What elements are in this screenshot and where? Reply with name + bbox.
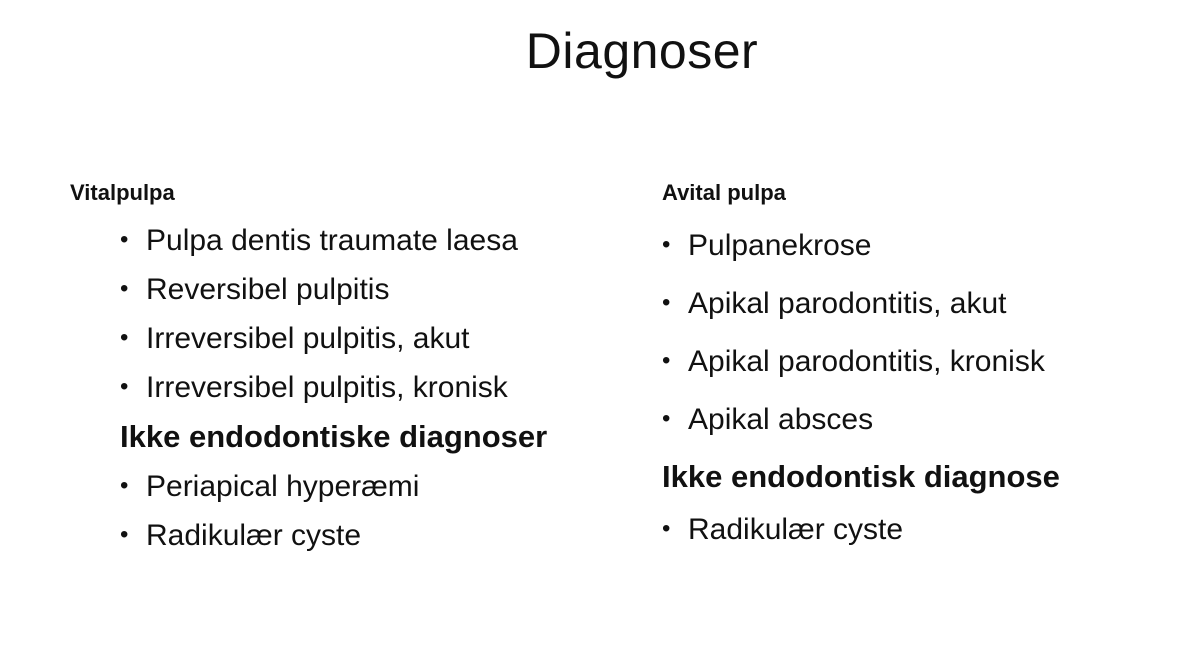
bullet-icon: • <box>662 231 671 258</box>
bullet-icon: • <box>120 373 129 400</box>
list-item-text: Apikal absces <box>688 403 874 436</box>
slide-title: Diagnoser <box>525 23 759 79</box>
bullet-icon: • <box>120 226 129 253</box>
list-item-text: Irreversibel pulpitis, akut <box>146 322 470 355</box>
list-item-text: Pulpa dentis traumate laesa <box>146 224 518 257</box>
vitalpulpa-heading: Vitalpulpa <box>70 180 175 205</box>
bullet-icon: • <box>662 289 671 316</box>
list-item <box>120 314 610 363</box>
vitalpulpa-column <box>70 178 610 560</box>
list-item-text: Apikal parodontitis, akut <box>688 287 1007 320</box>
list-item-text: Reversibel pulpitis <box>146 273 390 306</box>
avital-pulpa-column <box>662 178 1182 557</box>
list-item <box>120 216 610 265</box>
list-item <box>120 462 610 511</box>
list-item-text: Irreversibel pulpitis, kronisk <box>146 371 508 404</box>
bullet-icon: • <box>120 275 129 302</box>
list-item <box>662 216 1182 274</box>
bullet-icon: • <box>662 515 671 542</box>
list-item <box>662 332 1182 390</box>
ikke-endodontisk-list <box>662 502 1182 557</box>
ikke-endodontiske-heading: Ikke endodontiske diagnoser <box>120 419 548 454</box>
list-item <box>120 511 610 560</box>
list-item <box>120 363 610 412</box>
ikke-endodontiske-list <box>70 462 610 560</box>
list-item <box>120 265 610 314</box>
list-item <box>662 274 1182 332</box>
list-item-text: Pulpanekrose <box>688 229 872 262</box>
avital-pulpa-heading: Avital pulpa <box>662 180 786 205</box>
list-item-text: Apikal parodontitis, kronisk <box>688 345 1045 378</box>
list-item-text: Periapical hyperæmi <box>146 470 420 503</box>
bullet-icon: • <box>662 405 671 432</box>
list-item <box>662 390 1182 448</box>
avital-pulpa-list <box>662 216 1182 448</box>
list-item-text: Radikulær cyste <box>146 519 362 552</box>
bullet-icon: • <box>662 347 671 374</box>
ikke-endodontisk-heading: Ikke endodontisk diagnose <box>662 459 1060 494</box>
bullet-icon: • <box>120 521 129 548</box>
vitalpulpa-list <box>70 216 610 412</box>
bullet-icon: • <box>120 324 129 351</box>
bullet-icon: • <box>120 472 129 499</box>
list-item <box>662 502 1182 557</box>
list-item-text: Radikulær cyste <box>688 513 904 546</box>
